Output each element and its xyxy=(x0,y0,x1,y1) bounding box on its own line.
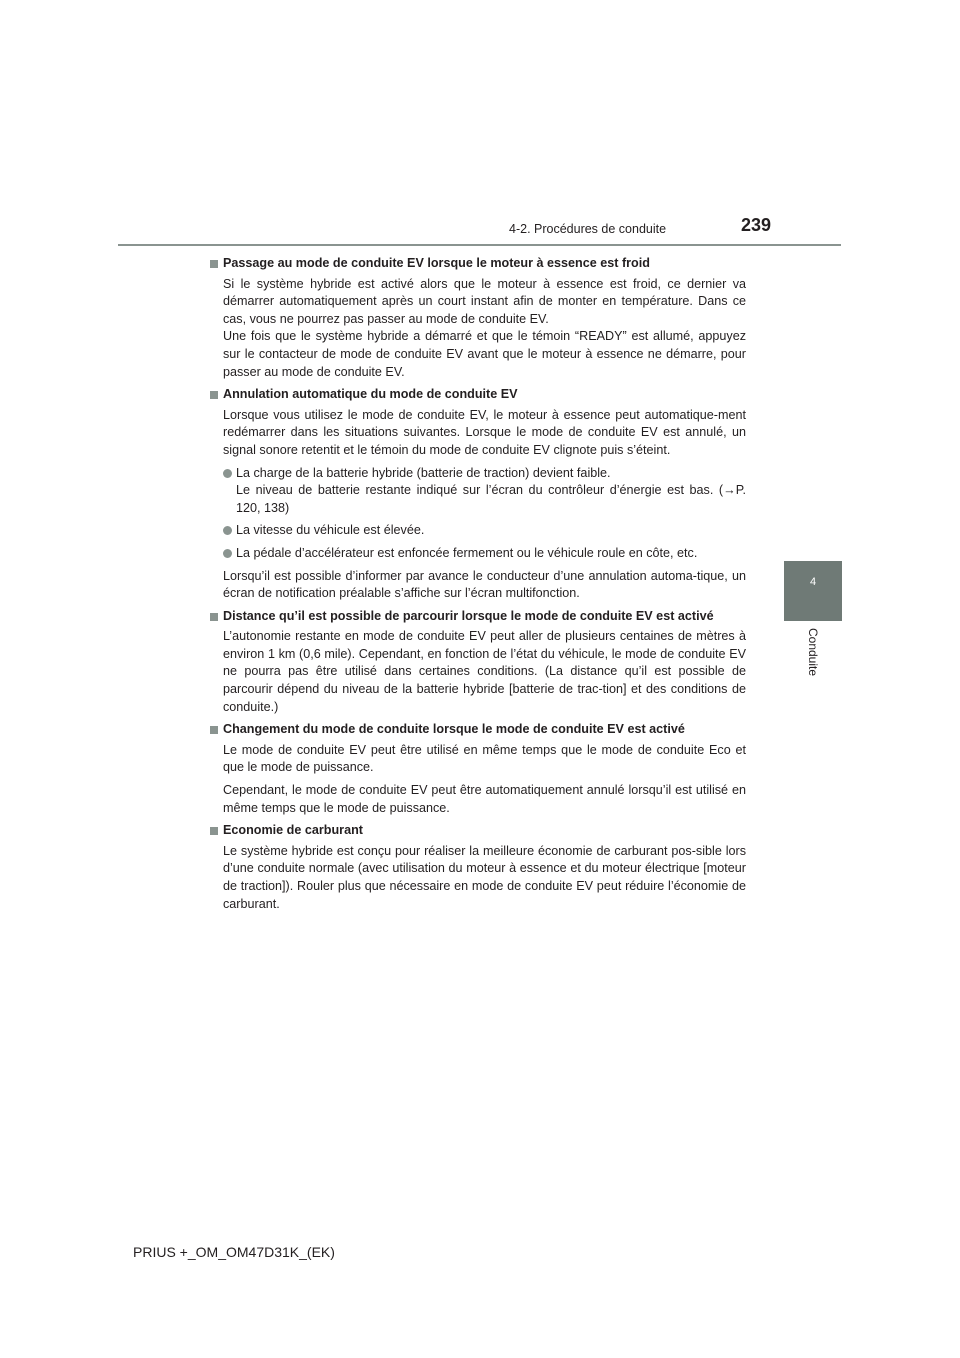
paragraph: Lorsqu’il est possible d’informer par avance le conducteur d’une annulation automa-tique, un écran de notification préalable s’affiche sur l’écran multifonction. xyxy=(223,568,746,601)
square-bullet-icon xyxy=(210,260,218,268)
circle-bullet-icon xyxy=(223,549,232,558)
chapter-number: 4 xyxy=(809,576,817,588)
paragraph: Le système hybride est conçu pour réaliser la meilleure économie de carburant pos-sible lors d’une conduite normale (avec utilisation du moteur à essence et du moteur électrique [moteur de traction]). Rouler plus que nécessaire en mode de conduite EV peut réduire l’économie de carburant. xyxy=(223,843,746,911)
square-bullet-icon xyxy=(210,726,218,734)
circle-bullet-icon xyxy=(223,469,232,478)
section-heading-text: Distance qu’il est possible de parcourir lorsque le mode de conduite EV est activé xyxy=(223,608,714,623)
section-ev-mode-change xyxy=(210,721,746,817)
header-divider xyxy=(118,244,841,246)
square-bullet-icon xyxy=(210,391,218,399)
list-item xyxy=(210,522,746,540)
page-number: 239 xyxy=(741,215,772,235)
square-bullet-icon xyxy=(210,613,218,621)
paragraph: L’autonomie restante en mode de conduite EV peut aller de plusieurs centaines de mètres à environ 1 km (0,6 mile). Cependant, en fonction de l’état du véhicule, le mode de conduite EV ne pourra pas être utilisé dans certaines conditions. (La distance qu’il est possible de parcourir dépend du niveau de la batterie hybride [batterie de trac-tion] et des conditions de conduite.) xyxy=(223,629,746,714)
section-heading xyxy=(210,822,746,840)
paragraph: Cependant, le mode de conduite EV peut être automatiquement annulé lorsqu’il est utilisé en même temps que le mode de puissance. xyxy=(223,783,746,815)
list-item-subtext: Le niveau de batterie restante indiqué sur l’écran du contrôleur d’énergie est bas. (→P. 120, 138) xyxy=(236,483,746,515)
square-bullet-icon xyxy=(210,827,218,835)
document-code: PRIUS +_OM_OM47D31K_(EK) xyxy=(133,1244,335,1260)
paragraph: Une fois que le système hybride a démarré et que le témoin “READY” est allumé, appuyez sur le contacteur de mode de conduite EV avant que le moteur à essence ne démarre, pour passer au mode de conduite EV. xyxy=(223,329,746,379)
chapter-tab[interactable] xyxy=(784,561,842,621)
section-heading-text: Economie de carburant xyxy=(223,823,363,838)
section-heading-text: Changement du mode de conduite lorsque le mode de conduite EV est activé xyxy=(223,722,685,737)
list-item xyxy=(210,545,746,563)
section-heading-text: Annulation automatique du mode de conduite EV xyxy=(223,387,518,402)
section-ev-auto-cancel xyxy=(210,386,746,603)
header-section-title: 4-2. Procédures de conduite xyxy=(509,222,667,236)
paragraph: Le mode de conduite EV peut être utilisé en même temps que le mode de conduite Eco et que le mode de puissance. xyxy=(223,742,746,775)
section-ev-cold-engine xyxy=(210,255,746,381)
section-ev-distance xyxy=(210,608,746,717)
page-content xyxy=(210,255,746,918)
paragraph: Lorsque vous utilisez le mode de conduite EV, le moteur à essence peut automatique-ment redémarrer dans les situations suivantes. Lorsque le mode de conduite EV est annulé, un signal sonore retentit et le témoin du mode de conduite EV clignote puis s’éteint. xyxy=(223,407,746,457)
section-heading xyxy=(210,721,746,739)
list-item-text: La charge de la batterie hybride (batterie de traction) devient faible. xyxy=(236,465,611,480)
list-item xyxy=(210,465,746,518)
paragraph: Si le système hybride est activé alors que le moteur à essence est froid, ce dernier va démarrer automatiquement après un court instant afin de monter en température. Dans ce cas, vous ne pourrez pas passer au mode de conduite EV. xyxy=(223,276,746,326)
section-heading xyxy=(210,608,746,626)
section-heading-text: Passage au mode de conduite EV lorsque le moteur à essence est froid xyxy=(223,256,650,270)
section-fuel-economy xyxy=(210,822,746,913)
list-item-text: La vitesse du véhicule est élevée. xyxy=(236,523,425,538)
section-heading xyxy=(210,386,746,404)
list-item-text: La pédale d’accélérateur est enfoncée fermement ou le véhicule roule en côte, etc. xyxy=(236,545,698,560)
section-heading xyxy=(210,255,746,273)
chapter-label: Conduite xyxy=(806,627,820,677)
circle-bullet-icon xyxy=(223,526,232,535)
